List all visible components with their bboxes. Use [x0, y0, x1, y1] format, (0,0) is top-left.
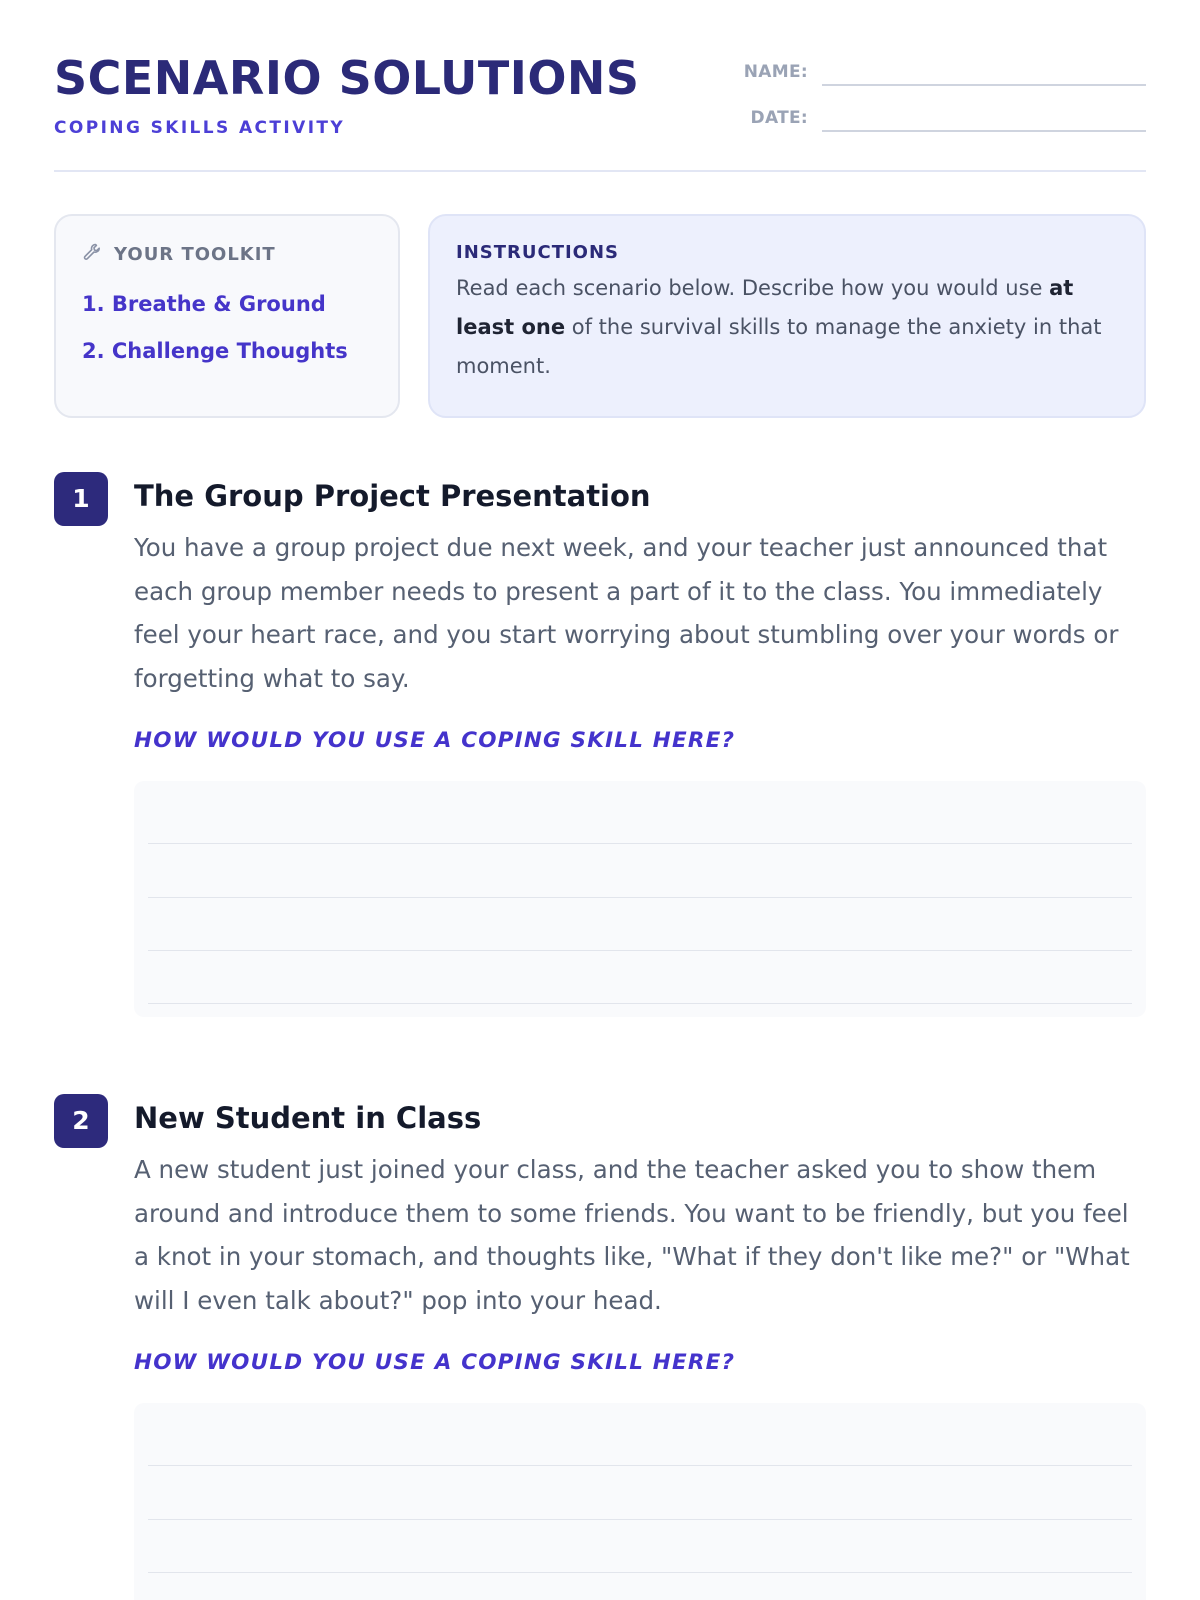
answer-line — [148, 1465, 1132, 1466]
toolkit-box — [54, 214, 400, 418]
instructions-text-bold: at least one — [456, 276, 1074, 339]
name-date-fields — [726, 54, 1146, 146]
instructions-heading: INSTRUCTIONS — [456, 242, 619, 263]
scenario-prompt: HOW WOULD YOU USE A COPING SKILL HERE? — [134, 728, 736, 753]
name-field-row — [726, 54, 1146, 88]
toolkit-item-breathe: 1. Breathe & Ground — [82, 292, 326, 316]
toolkit-heading-text: YOUR TOOLKIT — [114, 244, 276, 265]
answer-line — [148, 897, 1132, 898]
page-subtitle: COPING SKILLS ACTIVITY — [54, 118, 346, 138]
scenario-number-badge: 2 — [54, 1094, 108, 1148]
scenario-title: The Group Project Presentation — [134, 479, 651, 513]
scenario-prompt: HOW WOULD YOU USE A COPING SKILL HERE? — [134, 1350, 736, 1375]
instructions-text — [456, 269, 1118, 386]
scenario-text: A new student just joined your class, and the teacher asked you to show them around and introduce them to some friends. You want to be friendly, but you feel a knot in your stomach, and thoughts like, "What if they don't like me?" or "What will I even talk about?" pop into your head. — [134, 1155, 1130, 1315]
page-title: SCENARIO SOLUTIONS — [54, 51, 640, 105]
date-label: DATE: — [750, 108, 808, 128]
instructions-box — [428, 214, 1146, 418]
answer-line — [148, 1572, 1132, 1573]
name-label: NAME: — [743, 62, 808, 82]
scenario-text: You have a group project due next week, and your teacher just announced that each group member needs to present a part of it to the class. You immediately feel your heart race, and you start worrying about stumbling over your words or forgetting what to say. — [134, 533, 1119, 693]
instructions-text-before: Read each scenario below. Describe how you would use — [456, 276, 1050, 300]
scenario-number-badge: 1 — [54, 472, 108, 526]
wrench-icon — [82, 242, 114, 267]
scenario-title: New Student in Class — [134, 1101, 482, 1135]
answer-line — [148, 950, 1132, 951]
toolkit-heading — [82, 242, 372, 267]
date-field[interactable] — [822, 130, 1146, 132]
answer-line — [148, 1519, 1132, 1520]
toolkit-item-challenge: 2. Challenge Thoughts — [82, 339, 348, 363]
answer-line — [148, 843, 1132, 844]
scenario-body — [134, 472, 1146, 1017]
instructions-text-after: of the survival skills to manage the anxiety in that moment. — [456, 315, 1102, 378]
answer-area[interactable] — [134, 1403, 1146, 1600]
answer-area[interactable] — [134, 781, 1146, 1017]
answer-line — [148, 1003, 1132, 1004]
info-boxes — [54, 214, 1146, 418]
date-field-row — [726, 100, 1146, 134]
worksheet-header — [54, 0, 1146, 172]
scenario-body — [134, 1094, 1146, 1600]
name-field[interactable] — [822, 84, 1146, 86]
